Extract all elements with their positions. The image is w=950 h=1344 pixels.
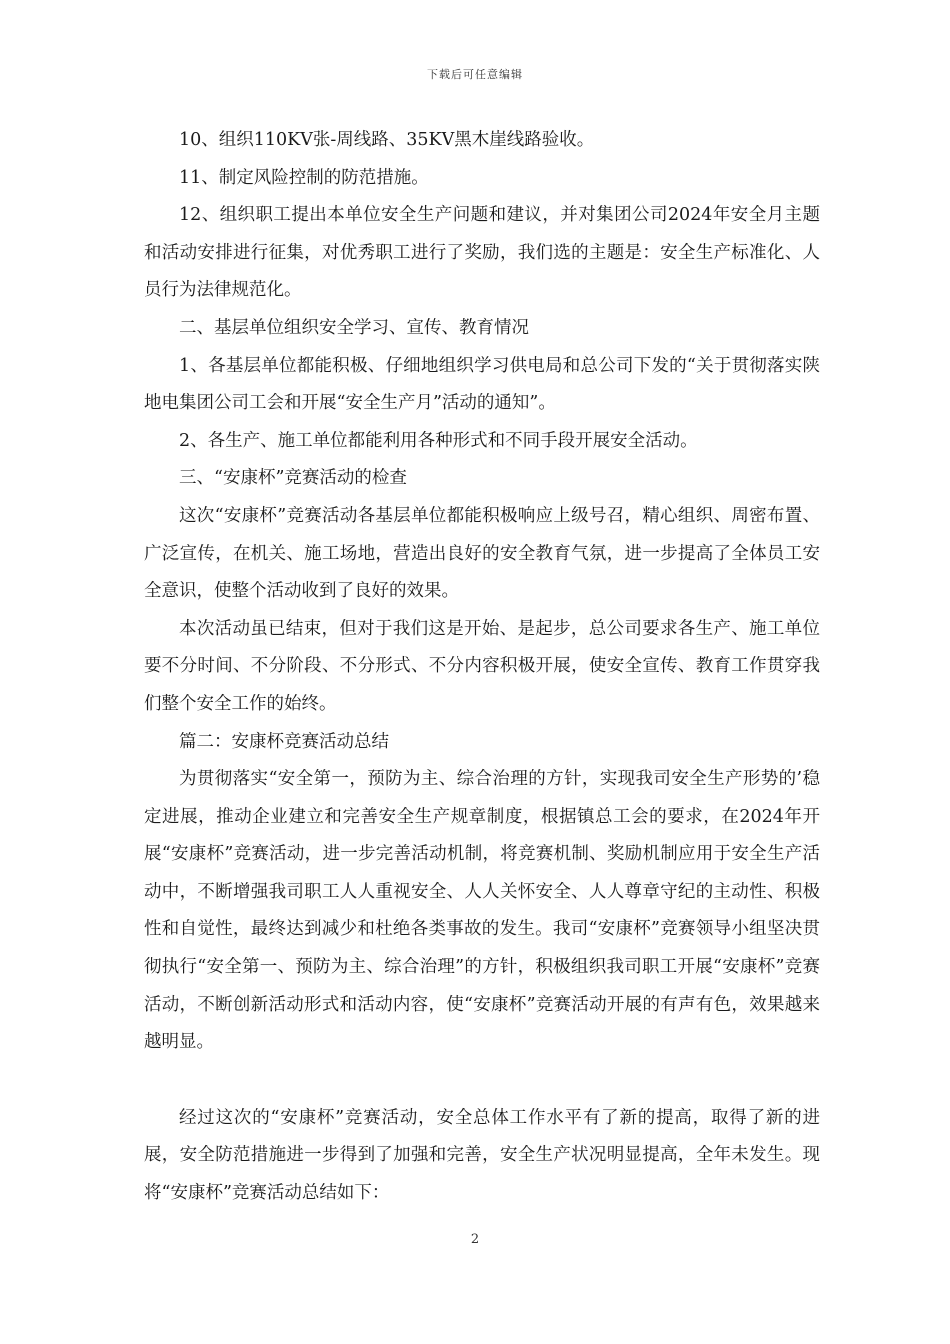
page-header-note: 下载后可任意编辑: [427, 68, 523, 81]
section-heading-2: 二、基层单位组织安全学习、宣传、教育情况: [179, 317, 529, 338]
paragraph-item-10: 10、组织110KV张-周线路、35KV黑木崖线路验收。: [179, 130, 595, 150]
paragraph-conclusion: 本次活动虽已结束，但对于我们这是开始、是起步，总公司要求各生产、施工单位要不分时间、不分阶段、不分形式、不分内容积极开展，使安全宣传、教育工作贯穿我们整个安全工作的始终。: [144, 618, 820, 714]
paragraph-item-12: 12、组织职工提出本单位安全生产问题和建议，并对集团公司2024年安全月主题和活动安排进行征集，对优秀职工进行了奖励，我们选的主题是：安全生产标准化、人员行为法律规范化。: [144, 205, 820, 301]
paragraph-item-2: 2、各生产、施工单位都能利用各种形式和不同手段开展安全活动。: [179, 430, 698, 451]
paragraph-intro: 为贯彻落实“安全第一，预防为主、综合治理的方针，实现我司安全生产形势的’稳定进展，推动企业建立和完善安全生产规章制度，根据镇总工会的要求，在2024年开展“安康杯”竞赛活动，进一步完善活动机制，将竞赛机制、奖励机制应用于安全生产活动中，不断增强我司职工人人重视安全、人人关怀安全、人人尊章守纪的主动性、积极性和自觉性，最终达到减少和杜绝各类事故的发生。我司“安康杯”竞赛领导小组坚决贯彻执行“安全第一、预防为主、综合治理”的方针，积极组织我司职工开展“安康杯”竞赛活动，不断创新活动形式和活动内容，使“安康杯”竞赛活动开展的有声有色，效果越来越明显。: [144, 769, 820, 1053]
paragraph-item-11: 11、制定风险控制的防范措施。: [179, 167, 429, 188]
section-heading-3: 三、“安康杯”竞赛活动的检查: [179, 468, 407, 489]
paragraph-item-1: 1、各基层单位都能积极、仔细地组织学习供电局和总公司下发的“关于贯彻落实陕地电集团公司工会和开展“安全生产月”活动的通知”。: [144, 355, 820, 414]
chapter-heading-2: 篇二：安康杯竞赛活动总结: [179, 731, 389, 752]
document-body: [144, 122, 820, 1213]
paragraph-summary: 经过这次的“安康杯”竞赛活动，安全总体工作水平有了新的提高，取得了新的进展，安全防范措施进一步得到了加强和完善，安全生产状况明显提高，全年未发生。现将“安康杯”竞赛活动总结如下：: [144, 1107, 820, 1204]
page-number: 2: [470, 1232, 480, 1247]
paragraph-inspection: 这次“安康杯”竞赛活动各基层单位都能积极响应上级号召，精心组织、周密布置、广泛宣传，在机关、施工场地，营造出良好的安全教育气氛，进一步提高了全体员工安全意识，使整个活动收到了良好的效果。: [144, 505, 820, 602]
paragraph-spacer: [144, 1062, 820, 1100]
